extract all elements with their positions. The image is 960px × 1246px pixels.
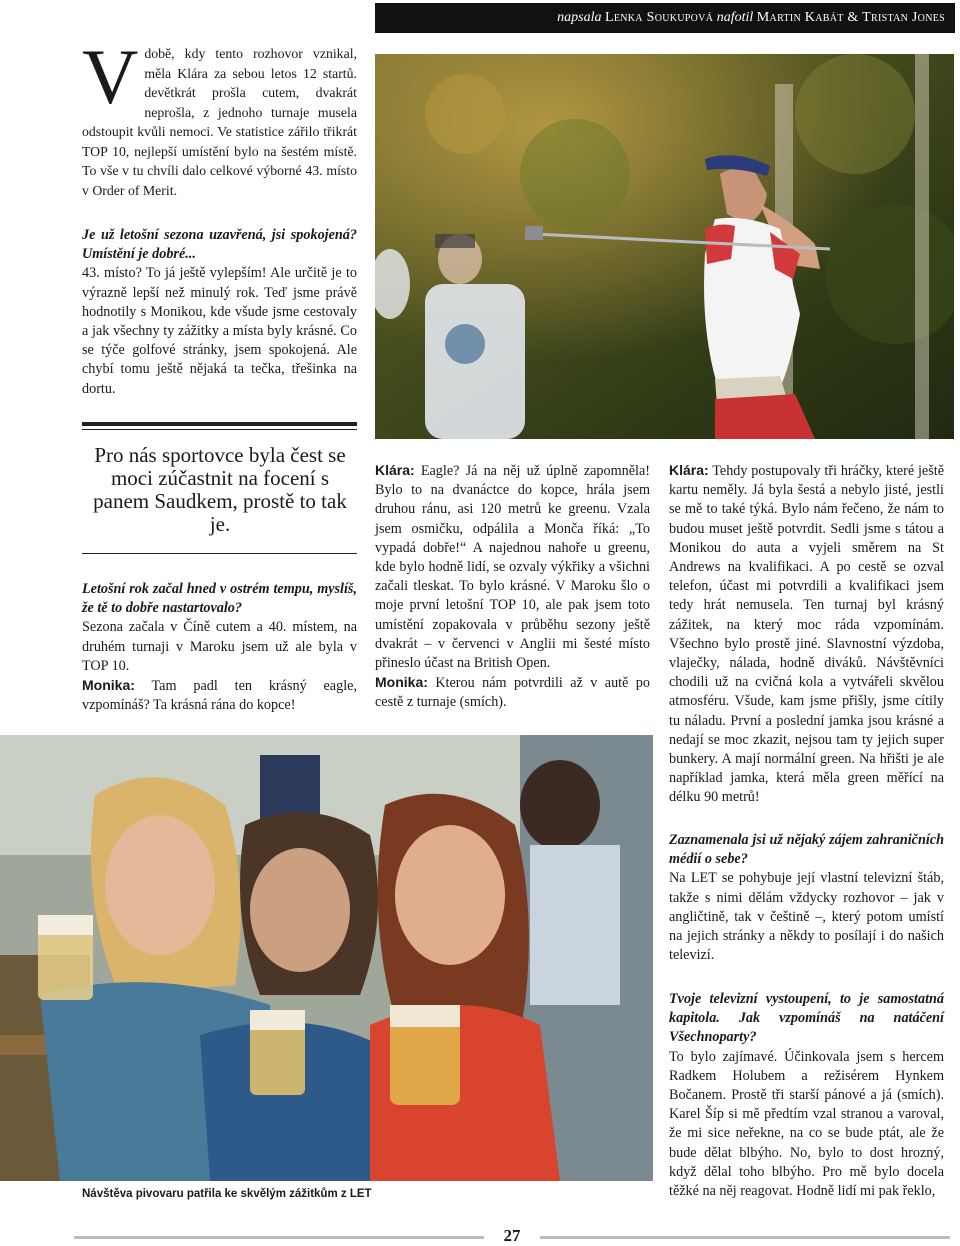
col3-answer-3: To bylo zajímavé. Účinkovala jsem s hercem Radkem Holubem a režisérem Hynkem Bočanem. Prostě tři starší pánové a já (smích). Karel Šíp si mě předtím vzal stranou a varoval, že mi sice neřekne, na co se bude ptát, ale že bude dělat blbýho. No, bylo to dost hrozný, když dělal toho blbýho. Pro mě bylo docela těžké na něj reagovat. Hodně lidí mi pak řeklo,	[669, 1048, 944, 1200]
answer-1: 43. místo? To já ještě vylepším! Ale určitě je to výrazně lepší než minulý rok. Teď jsme právě hodnotily s Monikou, kde všude jsme cestovaly a jak všechny ty zážitky a místa byly krásné. Co se týče golfové stránky, jsem spokojená. Ale chybí tomu ještě nějaká ta tečka, třešinka na dortu.	[82, 265, 357, 397]
col3-answer-2: Na LET se pohybuje její vlastní televizní štáb, takže s nimi dělám vždycky rozhovor – jak v angličtině, tak v češtině –, který potom umístí na jejich stránky a někdy to posílají i do našich televizí.	[669, 870, 944, 964]
footer-rule-left	[74, 1236, 484, 1239]
pullquote-rule-top-thick	[82, 422, 357, 426]
page-number: 27	[503, 1226, 521, 1245]
pullquote-rule-bottom	[82, 553, 357, 554]
golf-photo-illustration	[375, 54, 954, 439]
golf-swing-photo	[375, 54, 954, 439]
column-3	[669, 461, 944, 808]
qa-block-1	[82, 226, 357, 399]
byline-photographers: Martin Kabát & Tristan Jones	[756, 10, 945, 25]
byline-bar	[375, 3, 955, 33]
byline-photo: nafotil	[716, 10, 754, 25]
speaker-monika: Monika:	[375, 674, 428, 691]
brewery-photo	[0, 735, 653, 1181]
intro-text: době, kdy tento rozhovor vznikal, měla Klára za sebou letos 12 startů. devětkrát prošla cutem, dvakrát neprošla, z jednoho turnaje musela odstoupit kvůli nemoci. Ve statistice zářilo třikrát TOP 10, nejlepší umístění bylo na šestém místě. To vše v tu chvíli dalo celkové výborné 43. místo v Order of Merit.	[82, 46, 357, 198]
byline-author: Lenka Soukupová	[605, 10, 714, 25]
col3-question-3: Tvoje televizní vystoupení, to je samostatná kapitola. Jak vzpomínáš na natáčení Všechnoparty?	[669, 991, 944, 1046]
answer-3: Tam padl ten krásný eagle, vzpomínáš? Ta krásná rána do kopce!	[82, 678, 357, 714]
col3-qa-media	[669, 831, 944, 965]
col3-qa-tv	[669, 990, 944, 1201]
speaker-klara: Klára:	[669, 462, 709, 478]
col3-answer-1: Tehdy postupovaly tři hráčky, které ještě kartu neměly. Já byla šestá a nebylo jisté, jestli se mě to také týká. Bylo nám řečeno, že nám to budou muset ještě potvrdit. Sedli jsme s tátou a Monikou do auta a vyjeli směrem na St Andrews na kvalifikaci. A po cestě se ozval telefon, účast mi potvrdili a kvalifikaci jsem tedy hrát nemusela. Ten turnaj byl krásný zážitek, na který moc ráda vzpomínám. Všechno bylo prostě jiné. Slavnostní výzdoba, vlaječky, nálada, hodně diváků. Návštěvníci chodili už na cvičná kola a vytvářeli skvělou atmosféru. Všude, kam jsme přišly, jsme cítily tu náladu. První a poslední jamka jsou krásné a nedají se moc zkazit, nejsou tam ty jejich super bunkery. A mají normální green. Na hřišti je ale například jamka, která měla green měřící na délku 90 metrů!	[669, 463, 944, 806]
qa-block-2	[82, 580, 357, 715]
speaker-monika: Monika:	[82, 677, 135, 694]
col2-answer-2: Kterou nám potvrdili až v autě po cestě z turnaje (smích).	[375, 675, 650, 711]
photo-caption: Návštěva pivovaru patřila ke skvělým zážitkům z LET	[82, 1188, 372, 1200]
column-2	[375, 461, 650, 713]
pullquote-rule-top-thin	[82, 429, 357, 430]
brewery-photo-illustration	[0, 735, 653, 1181]
answer-2: Sezona začala v Číně cutem a 40. místem, na druhém turnaji v Maroku jsem už ale byla v TOP 10.	[82, 619, 357, 674]
drop-cap: V	[82, 33, 139, 120]
pull-quote: Pro nás sportovce byla čest se moci zúčastnit na focení s panem Saudkem, prostě to tak je.	[93, 443, 347, 536]
col3-question-2: Zaznamenala jsi už nějaký zájem zahraničních médií o sebe?	[669, 832, 944, 868]
question-2: Letošní rok začal hned v ostrém tempu, myslíš, že tě to dobře nastartovalo?	[82, 581, 357, 617]
question-1: Je už letošní sezona uzavřená, jsi spokojená? Umístění je dobré...	[82, 227, 357, 263]
col2-answer-1: Eagle? Já na něj už úplně zapomněla! Bylo to na dvanáctce do kopce, hrála jsem druhou ránu, asi 120 metrů ke greenu. Vzala jsem osmičku, odpálila a Monča říká: „To vypadá dobře!“ A najednou nahoře u greenu, kde bylo hodně lidí, se ozvaly výkřiky a všichni začali tleskat. To bylo krásné. V Maroku šlo o moje první letošní TOP 10, ale pak jsem toto umístění zopakovala v průběhu sezony ještě dvakrát – v červenci v Anglii mi šesté místo přineslo účast na British Open.	[375, 463, 650, 672]
footer-rule-right	[540, 1236, 950, 1239]
intro-paragraph	[82, 33, 357, 200]
speaker-klara: Klára:	[375, 462, 415, 478]
byline-written: napsala	[557, 10, 602, 25]
